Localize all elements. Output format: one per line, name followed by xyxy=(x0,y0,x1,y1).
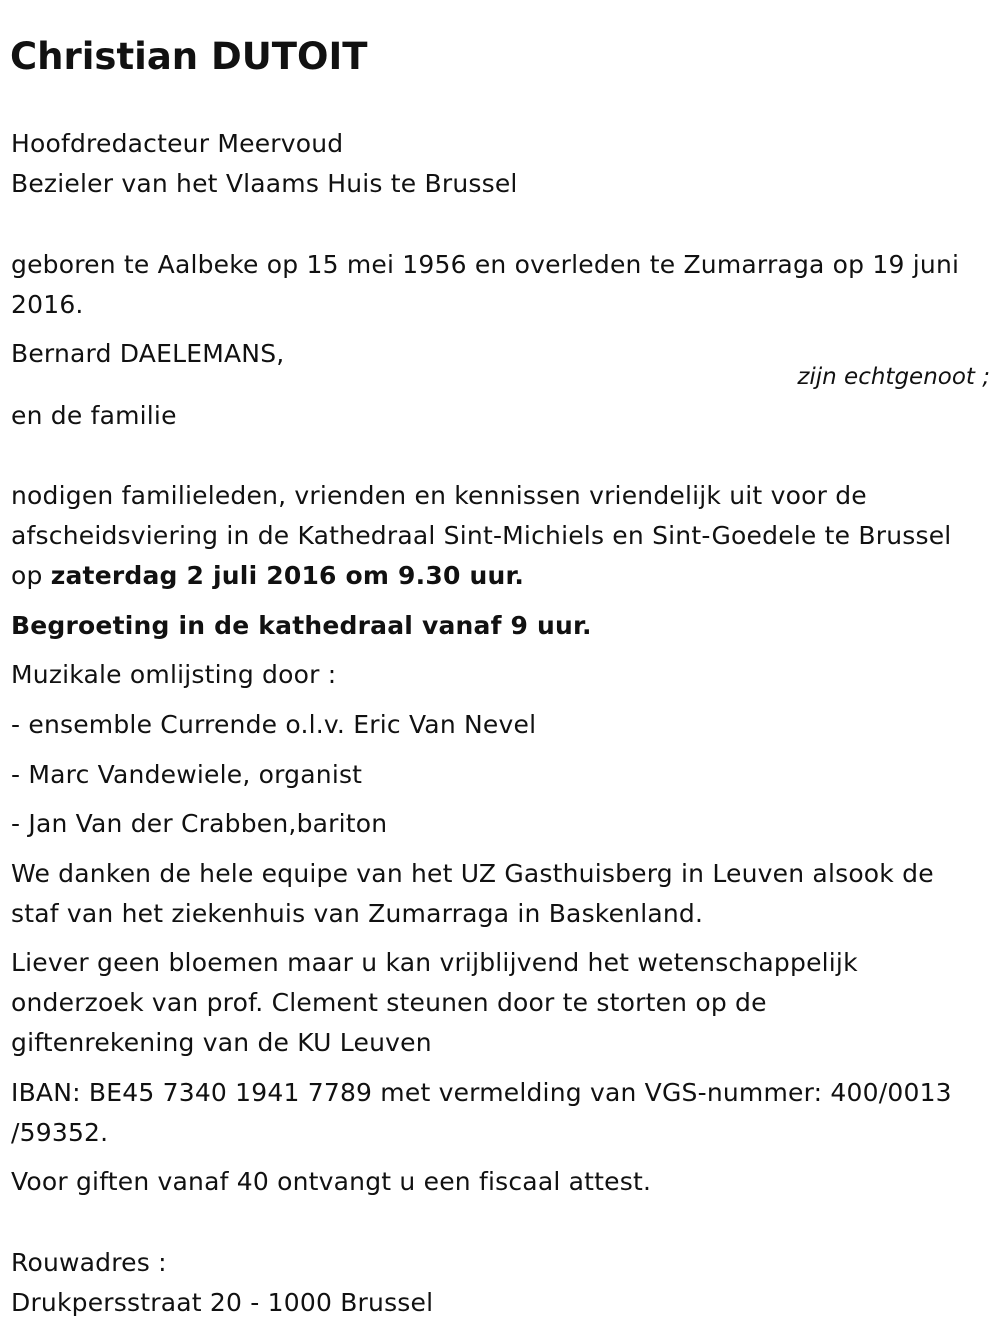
invitation-prefix: op xyxy=(11,561,51,590)
deceased-name-title: Christian DUTOIT xyxy=(10,35,368,78)
birth-death-line-2: 2016. xyxy=(11,290,84,319)
mourning-address: Drukpersstraat 20 - 1000 Brussel xyxy=(11,1288,434,1317)
mourning-address-label: Rouwadres : xyxy=(11,1248,167,1277)
invitation-line-1: nodigen familieleden, vrienden en kennissen vriendelijk uit voor de xyxy=(11,481,867,510)
spouse-name: Bernard DAELEMANS, xyxy=(11,339,285,368)
music-item-bariton: - Jan Van der Crabben,bariton xyxy=(11,809,388,838)
music-heading: Muzikale omlijsting door : xyxy=(11,660,337,689)
music-item-organist: - Marc Vandewiele, organist xyxy=(11,760,363,789)
donation-line-2: onderzoek van prof. Clement steunen door te storten op de xyxy=(11,988,767,1017)
invitation-line-3 xyxy=(11,556,524,596)
birth-death-line-1: geboren te Aalbeke op 15 mei 1956 en overleden te Zumarraga op 19 juni xyxy=(11,250,960,279)
thanks-line-1: We danken de hele equipe van het UZ Gasthuisberg in Leuven alsook de xyxy=(11,859,934,888)
iban-line-1: IBAN: BE45 7340 1941 7789 met vermelding van VGS-nummer: 400/0013 xyxy=(11,1078,952,1107)
iban-line-2: /59352. xyxy=(11,1118,109,1147)
role-line-1: Hoofdredacteur Meervoud xyxy=(11,129,344,158)
role-line-2: Bezieler van het Vlaams Huis te Brussel xyxy=(11,169,518,198)
music-item-ensemble: - ensemble Currende o.l.v. Eric Van Nevel xyxy=(11,710,537,739)
family-line: en de familie xyxy=(11,401,177,430)
spouse-relation: zijn echtgenoot ; xyxy=(797,364,990,390)
invitation-line-2: afscheidsviering in de Kathedraal Sint-Michiels en Sint-Goedele te Brussel xyxy=(11,521,952,550)
ceremony-datetime: zaterdag 2 juli 2016 om 9.30 uur. xyxy=(50,561,525,590)
fiscal-certificate-line: Voor giften vanaf 40 ontvangt u een fiscaal attest. xyxy=(11,1167,652,1196)
greeting-line: Begroeting in de kathedraal vanaf 9 uur. xyxy=(11,611,592,640)
donation-line-3: giftenrekening van de KU Leuven xyxy=(11,1028,432,1057)
thanks-line-2: staf van het ziekenhuis van Zumarraga in Baskenland. xyxy=(11,899,704,928)
donation-line-1: Liever geen bloemen maar u kan vrijblijvend het wetenschappelijk xyxy=(11,948,858,977)
